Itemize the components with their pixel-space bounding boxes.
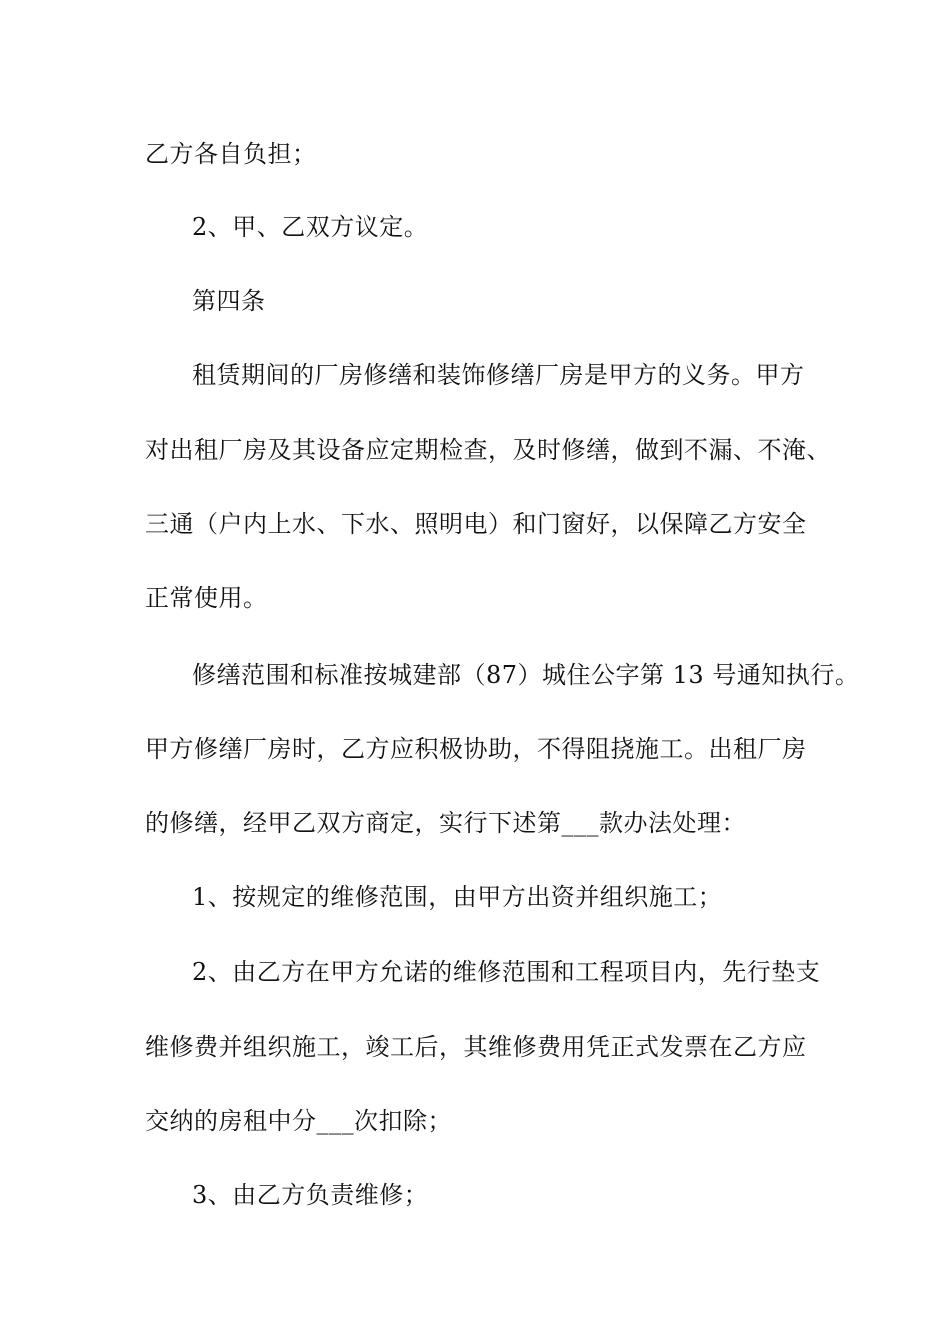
text-line: 交纳的房租中分___次扣除； (145, 1107, 452, 1135)
text-line: 修缮范围和标准按城建部（87）城住公字第 13 号通知执行。 (192, 661, 860, 689)
text-line: 三通（户内上水、下水、照明电）和门窗好，以保障乙方安全 (145, 510, 807, 538)
text-line: 乙方各自负担； (145, 140, 317, 168)
text-line: 的修缮，经甲乙双方商定，实行下述第___款办法处理： (145, 809, 746, 837)
section-heading: 第四条 (192, 287, 266, 315)
list-item: 3、由乙方负责维修； (192, 1181, 429, 1209)
text-line: 甲方修缮厂房时，乙方应积极协助，不得阻挠施工。出租厂房 (145, 735, 807, 763)
text-line: 维修费并组织施工，竣工后，其维修费用凭正式发票在乙方应 (145, 1033, 807, 1061)
text-line: 2、甲、乙双方议定。 (192, 213, 429, 241)
list-item: 1、按规定的维修范围，由甲方出资并组织施工； (192, 883, 723, 911)
text-line: 正常使用。 (145, 584, 268, 612)
text-line: 对出租厂房及其设备应定期检查，及时修缮，做到不漏、不淹、 (145, 436, 831, 464)
list-item: 2、由乙方在甲方允诺的维修范围和工程项目内，先行垫支 (192, 958, 821, 986)
text-line: 租赁期间的厂房修缮和装饰修缮厂房是甲方的义务。甲方 (192, 361, 805, 389)
